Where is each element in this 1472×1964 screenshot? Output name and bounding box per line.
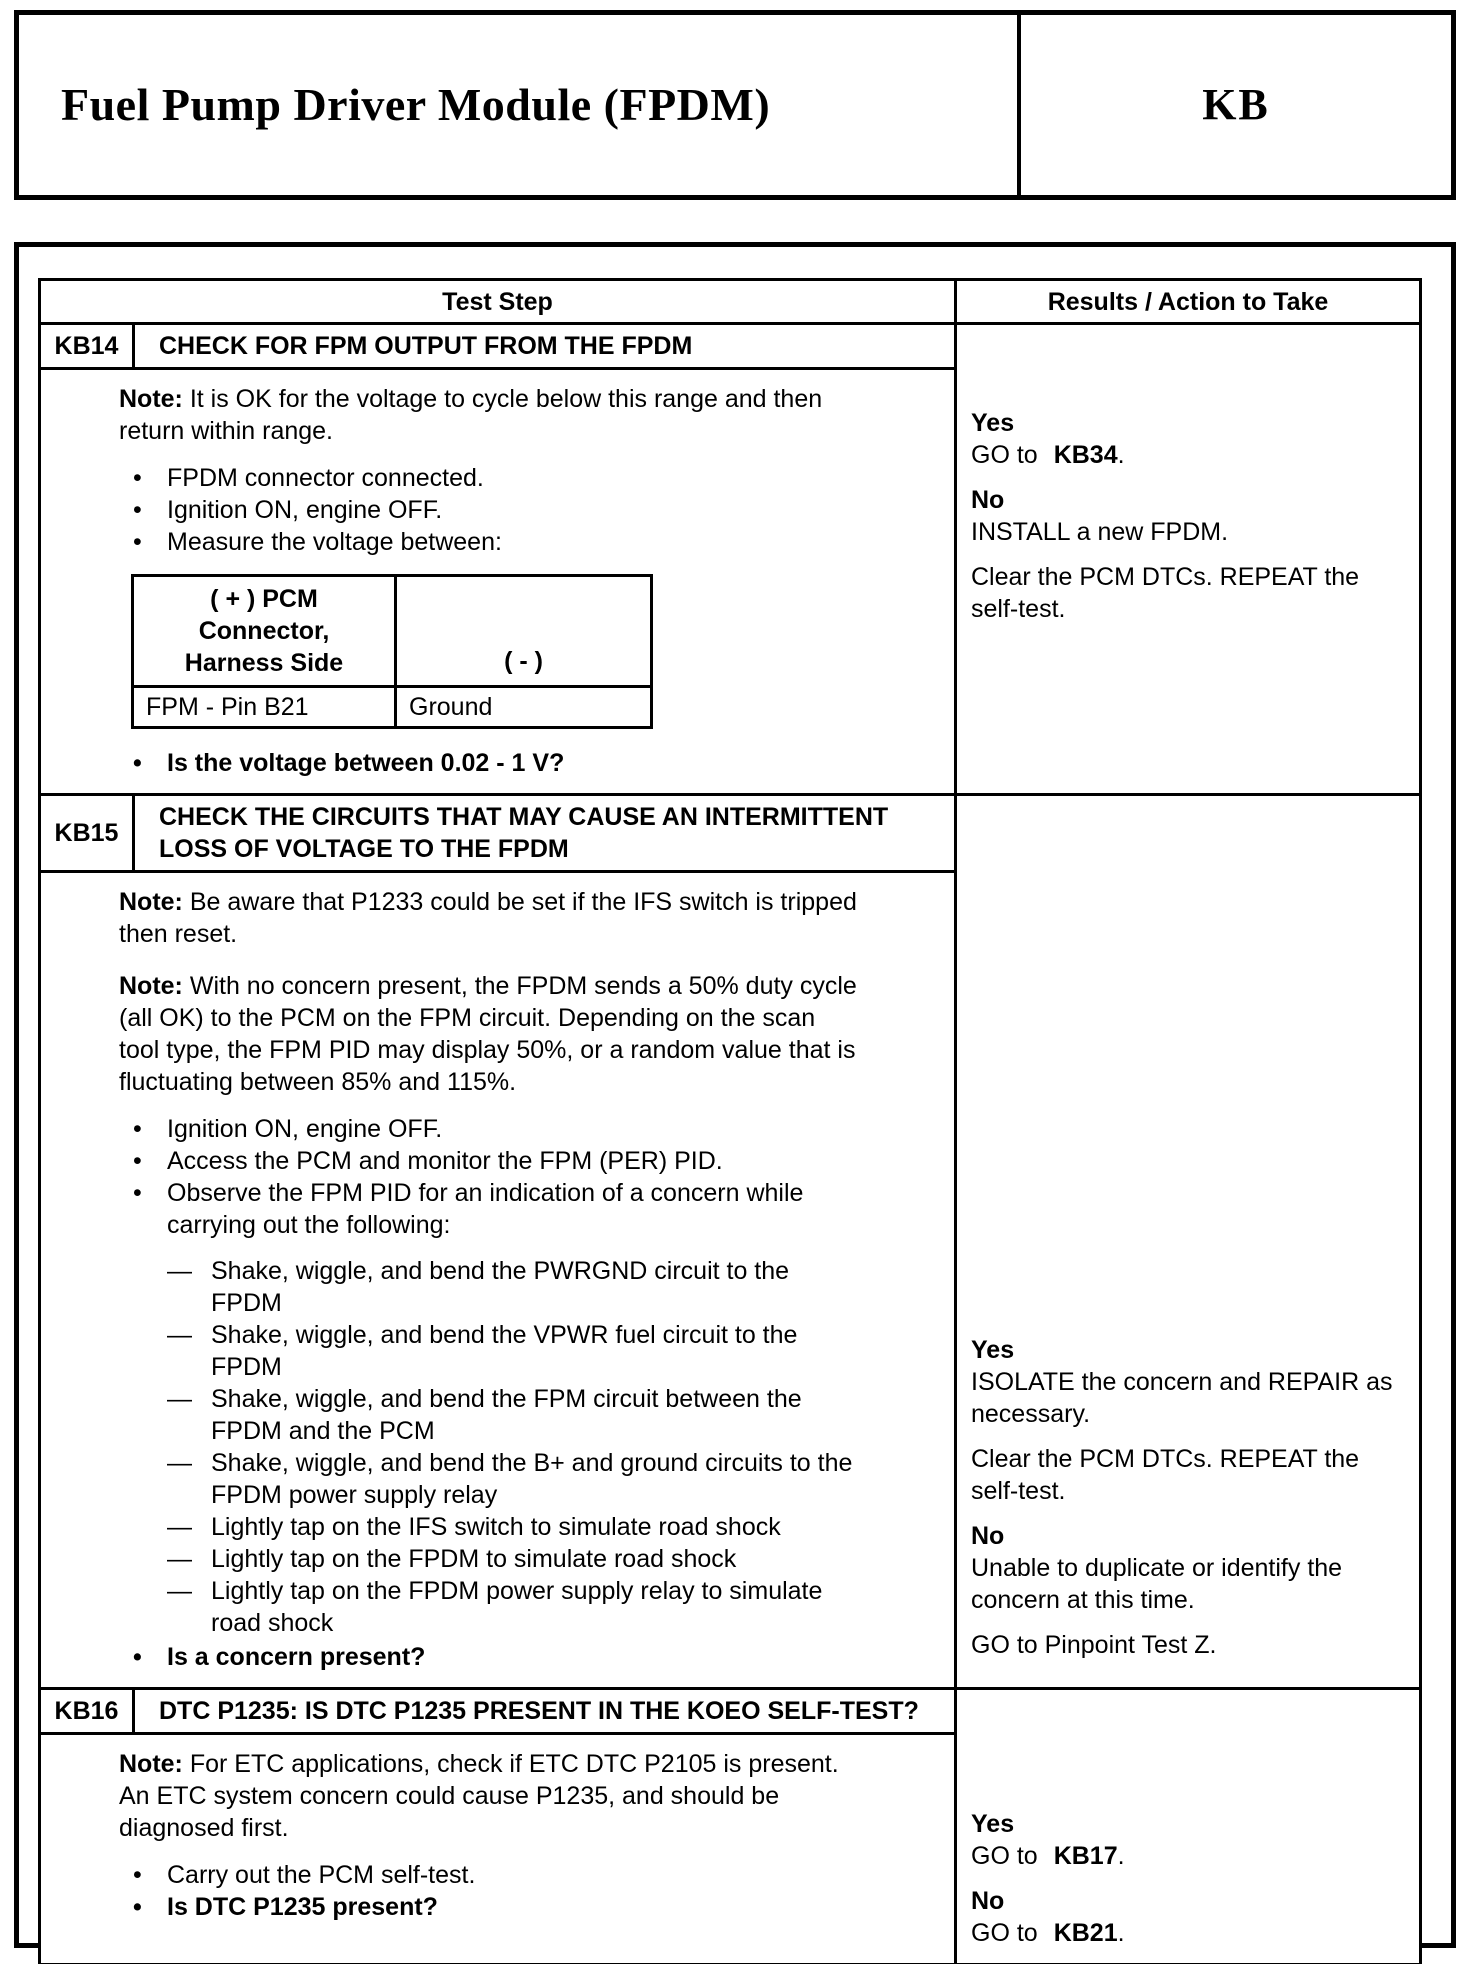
note-label: Note:	[119, 1750, 183, 1778]
answer-no-label: No	[971, 1887, 1005, 1915]
page-header	[14, 10, 1456, 200]
answer-no-label: No	[971, 1522, 1005, 1550]
list-item-text: Observe the FPM PID for an indication of a concern while carrying out the following:	[167, 1179, 804, 1239]
sub-item	[167, 1319, 858, 1383]
question-item	[119, 1641, 858, 1673]
table-header-row	[41, 281, 1419, 322]
sub-item	[167, 1447, 858, 1511]
step-kb15	[41, 793, 1419, 1687]
goto-suffix: .	[1117, 1919, 1125, 1947]
bullet-marker: •	[133, 528, 142, 556]
sub-item-text: Lightly tap on the FPDM to simulate road shock	[211, 1545, 737, 1573]
note-label: Note:	[119, 888, 183, 916]
step-title: DTC P1235: IS DTC P1235 PRESENT IN THE KOEO SELF-TEST?	[159, 1697, 919, 1725]
step-kb16-body	[41, 1735, 954, 1937]
sub-item-text: Shake, wiggle, and bend the B+ and ground circuits to the FPDM power supply relay	[211, 1449, 853, 1509]
sub-item-text: Lightly tap on the IFS switch to simulate road shock	[211, 1513, 781, 1541]
goto-prefix: GO to	[971, 441, 1038, 469]
sub-item-text: Shake, wiggle, and bend the PWRGND circuit to the FPDM	[211, 1257, 790, 1317]
bullet-marker: •	[133, 1179, 142, 1207]
note-paragraph	[119, 383, 858, 447]
answer-yes-label: Yes	[971, 1336, 1015, 1364]
step-kb15-body	[41, 873, 954, 1687]
sub-item	[167, 1383, 858, 1447]
note-paragraph	[119, 1748, 858, 1844]
note-paragraph	[119, 970, 858, 1098]
measurement-table	[131, 574, 653, 729]
action-line	[971, 439, 1403, 471]
question-text: Is the voltage between 0.02 - 1 V?	[167, 749, 565, 777]
list-item	[119, 494, 858, 526]
sub-item	[167, 1255, 858, 1319]
question-text: Is a concern present?	[167, 1643, 426, 1671]
step-id: KB15	[41, 796, 135, 870]
action-line	[971, 1840, 1403, 1872]
dash-marker: —	[167, 1577, 192, 1605]
sub-item-text: Shake, wiggle, and bend the VPWR fuel circuit to the FPDM	[211, 1321, 798, 1381]
sub-item-list	[167, 1255, 858, 1639]
goto-target: KB21	[1053, 1919, 1118, 1947]
step-title: CHECK THE CIRCUITS THAT MAY CAUSE AN INTERMITTENT LOSS OF VOLTAGE TO THE FPDM	[159, 803, 889, 863]
bullet-marker: •	[133, 464, 142, 492]
measurement-negative-header: ( - )	[396, 576, 652, 687]
question-item	[119, 1891, 858, 1923]
goto-target: KB34	[1053, 441, 1118, 469]
action-line: GO to Pinpoint Test Z.	[971, 1631, 1217, 1659]
list-item-text: FPDM connector connected.	[167, 464, 484, 492]
list-item	[119, 1145, 858, 1177]
dash-marker: —	[167, 1321, 192, 1349]
goto-target: KB17	[1053, 1842, 1118, 1870]
dash-marker: —	[167, 1513, 192, 1541]
action-line: Clear the PCM DTCs. REPEAT the self-test.	[971, 563, 1360, 623]
sub-item-text: Shake, wiggle, and bend the FPM circuit between the FPDM and the PCM	[211, 1385, 802, 1445]
bullet-marker: •	[133, 749, 142, 777]
step-kb16-title-row	[41, 1690, 954, 1735]
step-id: KB14	[41, 325, 135, 367]
action-line: Clear the PCM DTCs. REPEAT the self-test.	[971, 1445, 1360, 1505]
list-item	[119, 1859, 858, 1891]
measurement-positive-header	[133, 576, 396, 687]
measurement-table-header-row	[133, 576, 652, 687]
measurement-positive-line2: Harness Side	[184, 649, 344, 677]
list-item-text: Measure the voltage between:	[167, 528, 502, 556]
list-item	[119, 462, 858, 494]
step-kb14	[41, 322, 1419, 793]
question-text: Is DTC P1235 present?	[167, 1893, 438, 1921]
action-line: Unable to duplicate or identify the concern at this time.	[971, 1554, 1343, 1614]
sub-item	[167, 1543, 858, 1575]
list-item-text: Ignition ON, engine OFF.	[167, 496, 443, 524]
measurement-positive-line1: ( + ) PCM Connector,	[198, 585, 330, 645]
note-text: For ETC applications, check if ETC DTC P2105 is present. An ETC system concern could cause P1235, and should be diagnosed first.	[119, 1750, 839, 1842]
step-kb16-results	[957, 1690, 1419, 1963]
note-label: Note:	[119, 972, 183, 1000]
step-kb14-body	[41, 370, 954, 793]
note-text: With no concern present, the FPDM sends a 50% duty cycle (all OK) to the PCM on the FPM circuit. Depending on the scan tool type, the FPM PID may display 50%, or a random value that is fluctuating between 85% and 115%.	[119, 972, 857, 1096]
step-kb15-title-row	[41, 796, 954, 873]
bullet-marker: •	[133, 496, 142, 524]
bullet-marker: •	[133, 1861, 142, 1889]
note-paragraph	[119, 886, 858, 950]
pinpoint-test-table	[38, 278, 1422, 1964]
note-text: It is OK for the voltage to cycle below this range and then return within range.	[119, 385, 823, 445]
question-item	[119, 747, 858, 779]
step-kb16-test-column	[41, 1690, 957, 1963]
action-line: INSTALL a new FPDM.	[971, 518, 1229, 546]
pinpoint-test-code: KB	[1202, 80, 1270, 129]
answer-yes-label: Yes	[971, 1810, 1015, 1838]
step-title: CHECK FOR FPM OUTPUT FROM THE FPDM	[159, 332, 693, 360]
goto-prefix: GO to	[971, 1919, 1038, 1947]
list-item-text: Ignition ON, engine OFF.	[167, 1115, 443, 1143]
column-header-results: Results / Action to Take	[1047, 288, 1329, 316]
dash-marker: —	[167, 1257, 192, 1285]
page-title: Fuel Pump Driver Module (FPDM)	[61, 79, 771, 130]
list-item-text: Carry out the PCM self-test.	[167, 1861, 476, 1889]
list-item	[119, 1113, 858, 1145]
answer-yes-label: Yes	[971, 409, 1015, 437]
list-item	[119, 1177, 858, 1241]
dash-marker: —	[167, 1449, 192, 1477]
step-kb15-results	[957, 796, 1419, 1687]
measurement-negative-cell: Ground	[396, 687, 652, 728]
note-label: Note:	[119, 385, 183, 413]
step-kb14-title-row	[41, 325, 954, 370]
answer-no-label: No	[971, 486, 1005, 514]
page-header-code-cell	[1021, 15, 1451, 195]
list-item-text: Access the PCM and monitor the FPM (PER) PID.	[167, 1147, 723, 1175]
dash-marker: —	[167, 1545, 192, 1573]
content-box	[14, 242, 1456, 1948]
bullet-marker: •	[133, 1147, 142, 1175]
goto-suffix: .	[1117, 1842, 1125, 1870]
step-kb14-results	[957, 325, 1419, 793]
column-header-test-step: Test Step	[41, 281, 957, 322]
sub-item	[167, 1511, 858, 1543]
list-item	[119, 526, 858, 558]
action-line: ISOLATE the concern and REPAIR as necessary.	[971, 1368, 1393, 1428]
bullet-marker: •	[133, 1643, 142, 1671]
note-text: Be aware that P1233 could be set if the IFS switch is tripped then reset.	[119, 888, 857, 948]
sub-item-text: Lightly tap on the FPDM power supply relay to simulate road shock	[211, 1577, 823, 1637]
step-id: KB16	[41, 1690, 135, 1732]
step-kb14-test-column	[41, 325, 957, 793]
action-line	[971, 1917, 1403, 1949]
goto-prefix: GO to	[971, 1842, 1038, 1870]
measurement-table-wrap	[131, 574, 858, 729]
measurement-table-data-row	[133, 687, 652, 728]
step-kb16	[41, 1687, 1419, 1963]
sub-item	[167, 1575, 858, 1639]
goto-suffix: .	[1117, 441, 1125, 469]
page-header-title-cell	[19, 15, 1021, 195]
measurement-positive-cell: FPM - Pin B21	[133, 687, 396, 728]
dash-marker: —	[167, 1385, 192, 1413]
bullet-marker: •	[133, 1893, 142, 1921]
step-kb15-test-column	[41, 796, 957, 1687]
bullet-marker: •	[133, 1115, 142, 1143]
